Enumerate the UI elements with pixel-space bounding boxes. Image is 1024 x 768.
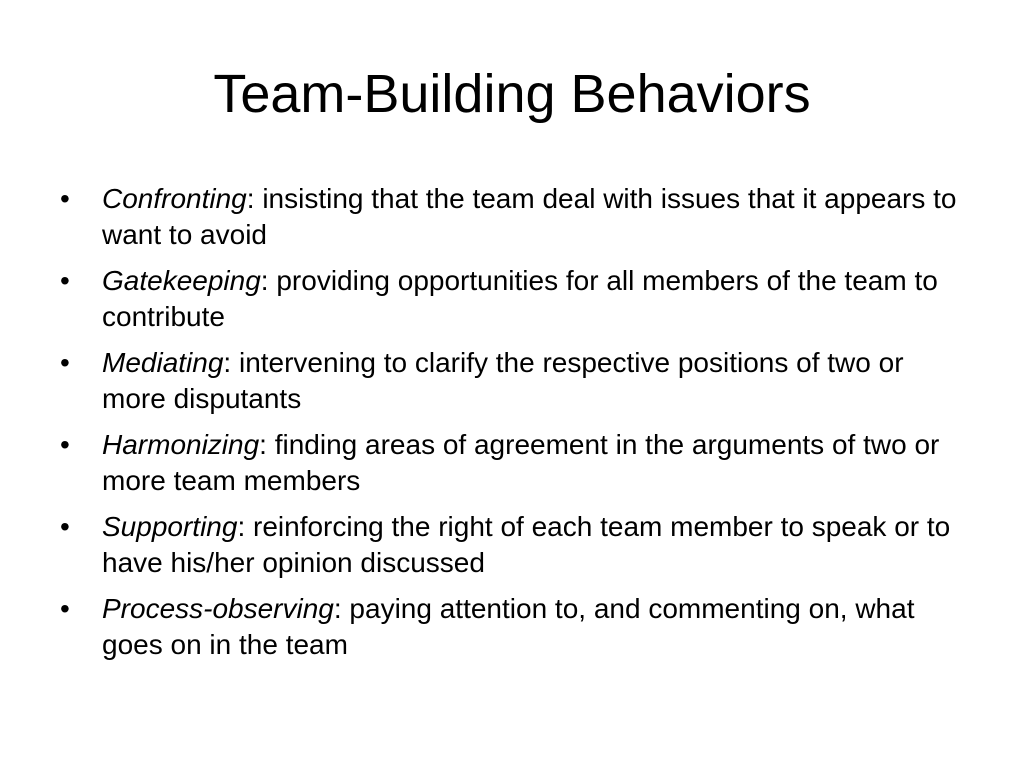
bullet-term: Mediating [102,347,224,378]
bullet-term: Gatekeeping [102,265,261,296]
bullet-dot: • [60,347,70,378]
bullet-definition: finding areas of agreement in the arguments of two or more team members [102,429,940,496]
bullet-separator: : [333,593,342,624]
bullet-item-confronting [60,181,970,253]
bullet-definition: paying attention to, and commenting on, what goes on in the team [102,593,915,660]
bullet-dot: • [60,511,70,542]
bullet-term: Supporting [102,511,238,542]
bullet-item-process-observing [60,591,970,663]
bullet-definition: providing opportunities for all members of the team to contribute [102,265,938,332]
bullet-item-gatekeeping [60,263,970,335]
bullet-list [60,181,970,673]
bullet-dot: • [60,593,70,624]
bullet-separator: : [223,347,232,378]
bullet-dot: • [60,183,70,214]
bullet-dot: • [60,429,70,460]
bullet-definition: intervening to clarify the respective positions of two or more disputants [102,347,904,414]
bullet-term: Process-observing [102,593,334,624]
bullet-definition: reinforcing the right of each team member to speak or to have his/her opinion discussed [102,511,951,578]
bullet-dot: • [60,265,70,296]
bullet-term: Harmonizing [102,429,260,460]
bullet-item-harmonizing [60,427,970,499]
bullet-separator: : [246,183,255,214]
bullet-item-mediating [60,345,970,417]
bullet-separator: : [259,429,267,460]
bullet-separator: : [260,265,269,296]
bullet-separator: : [237,511,246,542]
bullet-item-supporting [60,509,970,581]
bullet-definition: insisting that the team deal with issues that it appears to want to avoid [102,183,957,250]
bullet-term: Confronting [102,183,247,214]
slide-title: Team-Building Behaviors [213,64,811,124]
